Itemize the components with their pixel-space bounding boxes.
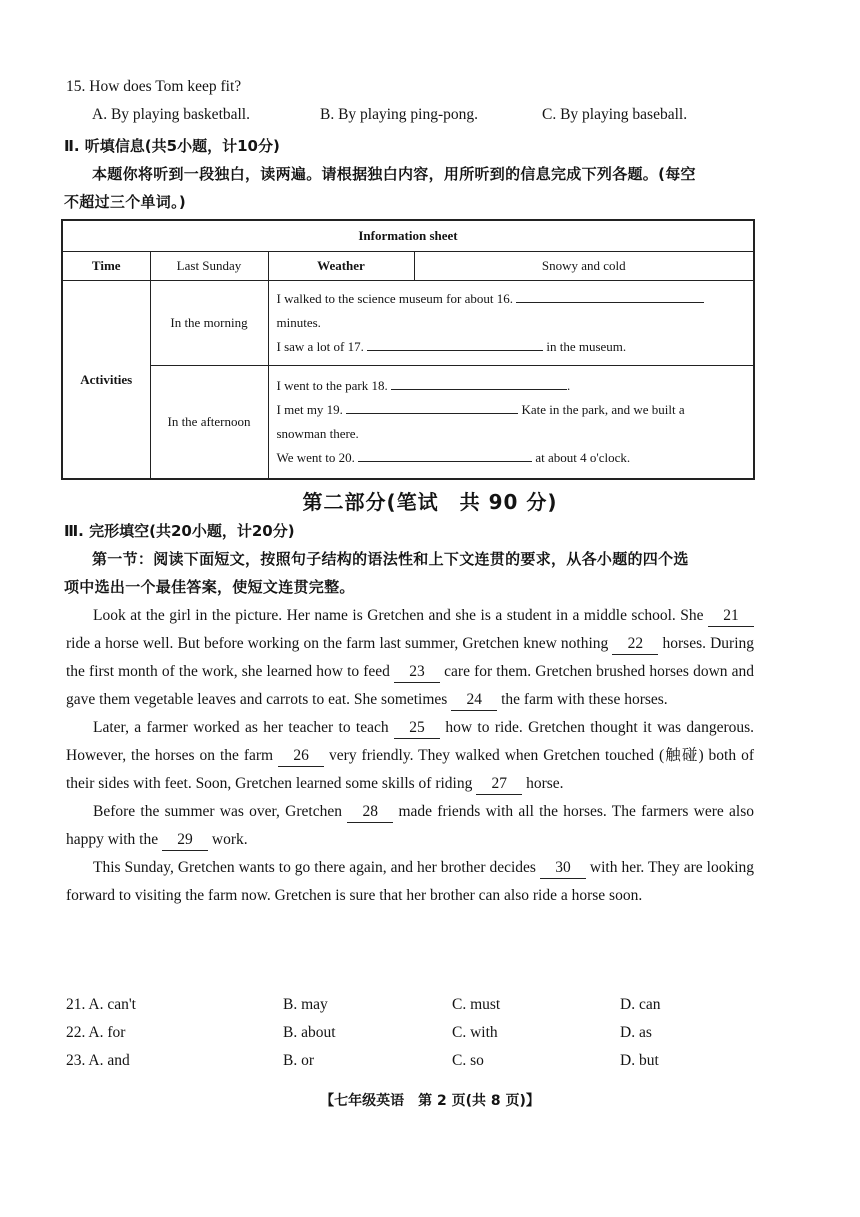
- blank-29[interactable]: 29: [162, 830, 208, 851]
- cloze-passage: [66, 602, 754, 910]
- section-3-instruction-1: 第一节：阅读下面短文，按照句子结构的语法性和上下文连贯的要求，从各小题的四个选: [92, 550, 689, 568]
- choice-21c[interactable]: C. must: [452, 996, 501, 1013]
- section-2-title: Ⅱ. 听填信息(共5小题，计10分): [64, 137, 280, 155]
- information-sheet-table: [61, 219, 755, 480]
- afternoon-activities: [268, 366, 754, 480]
- blank-19-text: I met my 19.: [276, 402, 343, 417]
- blank-17-text: I saw a lot of 17.: [276, 339, 364, 354]
- p1-text-d: care for them. Gretchen brushed horses down and gave them vegetable leaves and carrots to eat. She sometimes: [66, 663, 755, 708]
- blank-16-text: I walked to the science museum for about 16.: [276, 291, 513, 306]
- blank-17-after: in the museum.: [546, 339, 627, 354]
- afternoon-label: In the afternoon: [150, 366, 268, 480]
- section-3-title: Ⅲ. 完形填空(共20小题，计20分): [64, 522, 295, 540]
- blank-17[interactable]: [367, 350, 543, 351]
- option-15a: A. By playing basketball.: [92, 106, 250, 123]
- paragraph-3: [66, 798, 754, 854]
- choice-21d[interactable]: D. can: [620, 996, 661, 1013]
- p3-text-c: work.: [211, 831, 248, 848]
- p3-text-a: Before the summer was over, Gretchen: [93, 803, 342, 820]
- blank-21[interactable]: 21: [708, 606, 754, 627]
- choice-23a[interactable]: 23. A. and: [66, 1052, 130, 1069]
- blank-16[interactable]: [516, 302, 704, 303]
- p1-text-b: ride a horse well. But before working on the farm last summer, Gretchen knew nothing: [66, 635, 609, 652]
- p2-text-c: very friendly. They walked when Gretchen touched (触碰) both of their sides with feet. Soon, Gretchen learned some skills of riding: [66, 747, 754, 792]
- choice-22a[interactable]: 22. A. for: [66, 1024, 126, 1041]
- blank-20[interactable]: [358, 461, 532, 462]
- weather-value: Snowy and cold: [414, 252, 754, 281]
- snowman-text: snowman there.: [276, 426, 359, 441]
- section-2-instruction-1: 本题你将听到一段独白，读两遍。请根据独白内容，用所听到的信息完成下列各题。(每空: [92, 165, 696, 183]
- blank-20-text: We went to 20.: [276, 450, 355, 465]
- choice-22b[interactable]: B. about: [283, 1024, 336, 1041]
- time-value: Last Sunday: [150, 252, 268, 281]
- minutes-text: minutes.: [276, 315, 321, 330]
- blank-19[interactable]: [346, 413, 518, 414]
- blank-18-after: .: [566, 378, 571, 393]
- choice-23c[interactable]: C. so: [452, 1052, 484, 1069]
- blank-19-after: Kate in the park, and we built a: [521, 402, 685, 417]
- paragraph-2: [66, 714, 754, 798]
- table-title: Information sheet: [62, 220, 754, 252]
- part-2-title: 第二部分(笔试 共 90 分): [302, 490, 558, 514]
- p2-text-b: how to ride. Gretchen thought it was dangerous. However, the horses on the farm: [66, 719, 755, 764]
- choice-23d[interactable]: D. but: [620, 1052, 659, 1069]
- blank-24[interactable]: 24: [451, 690, 497, 711]
- section-3-instruction-2: 项中选出一个最佳答案，使短文连贯完整。: [64, 578, 355, 596]
- choice-21a[interactable]: 21. A. can't: [66, 996, 136, 1013]
- choice-21b[interactable]: B. may: [283, 996, 328, 1013]
- p1-text-e: the farm with these horses.: [501, 691, 668, 708]
- choice-22c[interactable]: C. with: [452, 1024, 498, 1041]
- blank-22[interactable]: 22: [612, 634, 658, 655]
- blank-18-text: I went to the park 18.: [276, 378, 388, 393]
- p2-text-d: horse.: [526, 775, 564, 792]
- page-footer: 【七年级英语 第 2 页(共 8 页)】: [320, 1093, 540, 1109]
- paragraph-1: [66, 602, 754, 714]
- option-15c: C. By playing baseball.: [542, 106, 688, 123]
- blank-27[interactable]: 27: [476, 774, 522, 795]
- weather-label: Weather: [268, 252, 414, 281]
- blank-18[interactable]: [391, 389, 567, 390]
- question-15: 15. How does Tom keep fit?: [66, 78, 242, 95]
- blank-30[interactable]: 30: [540, 858, 586, 879]
- blank-23[interactable]: 23: [394, 662, 440, 683]
- blank-26[interactable]: 26: [278, 746, 324, 767]
- choice-23b[interactable]: B. or: [283, 1052, 314, 1069]
- p1-text-c: horses. During the first month of the work, she learned how to feed: [66, 635, 755, 680]
- p4-text-a: This Sunday, Gretchen wants to go there again, and her brother decides: [93, 859, 536, 876]
- option-15b: B. By playing ping-pong.: [320, 106, 479, 123]
- section-2-instruction-2: 不超过三个单词。): [64, 193, 187, 211]
- time-label: Time: [62, 252, 150, 281]
- activities-label: Activities: [62, 281, 150, 480]
- blank-28[interactable]: 28: [347, 802, 393, 823]
- p3-text-b: made friends with all the horses. The farmers were also happy with the: [66, 803, 755, 848]
- blank-20-after: at about 4 o'clock.: [535, 450, 631, 465]
- p2-text-a: Later, a farmer worked as her teacher to teach: [93, 719, 389, 736]
- p1-text-a: Look at the girl in the picture. Her name is Gretchen and she is a student in a middle school. She: [93, 607, 704, 624]
- morning-activities: [268, 281, 754, 366]
- choice-22d[interactable]: D. as: [620, 1024, 652, 1041]
- p4-text-b: with her. They are looking forward to visiting the farm now. Gretchen is sure that her brother can also ride a horse soon.: [66, 859, 755, 904]
- blank-25[interactable]: 25: [394, 718, 440, 739]
- morning-label: In the morning: [150, 281, 268, 366]
- paragraph-4: [66, 854, 754, 910]
